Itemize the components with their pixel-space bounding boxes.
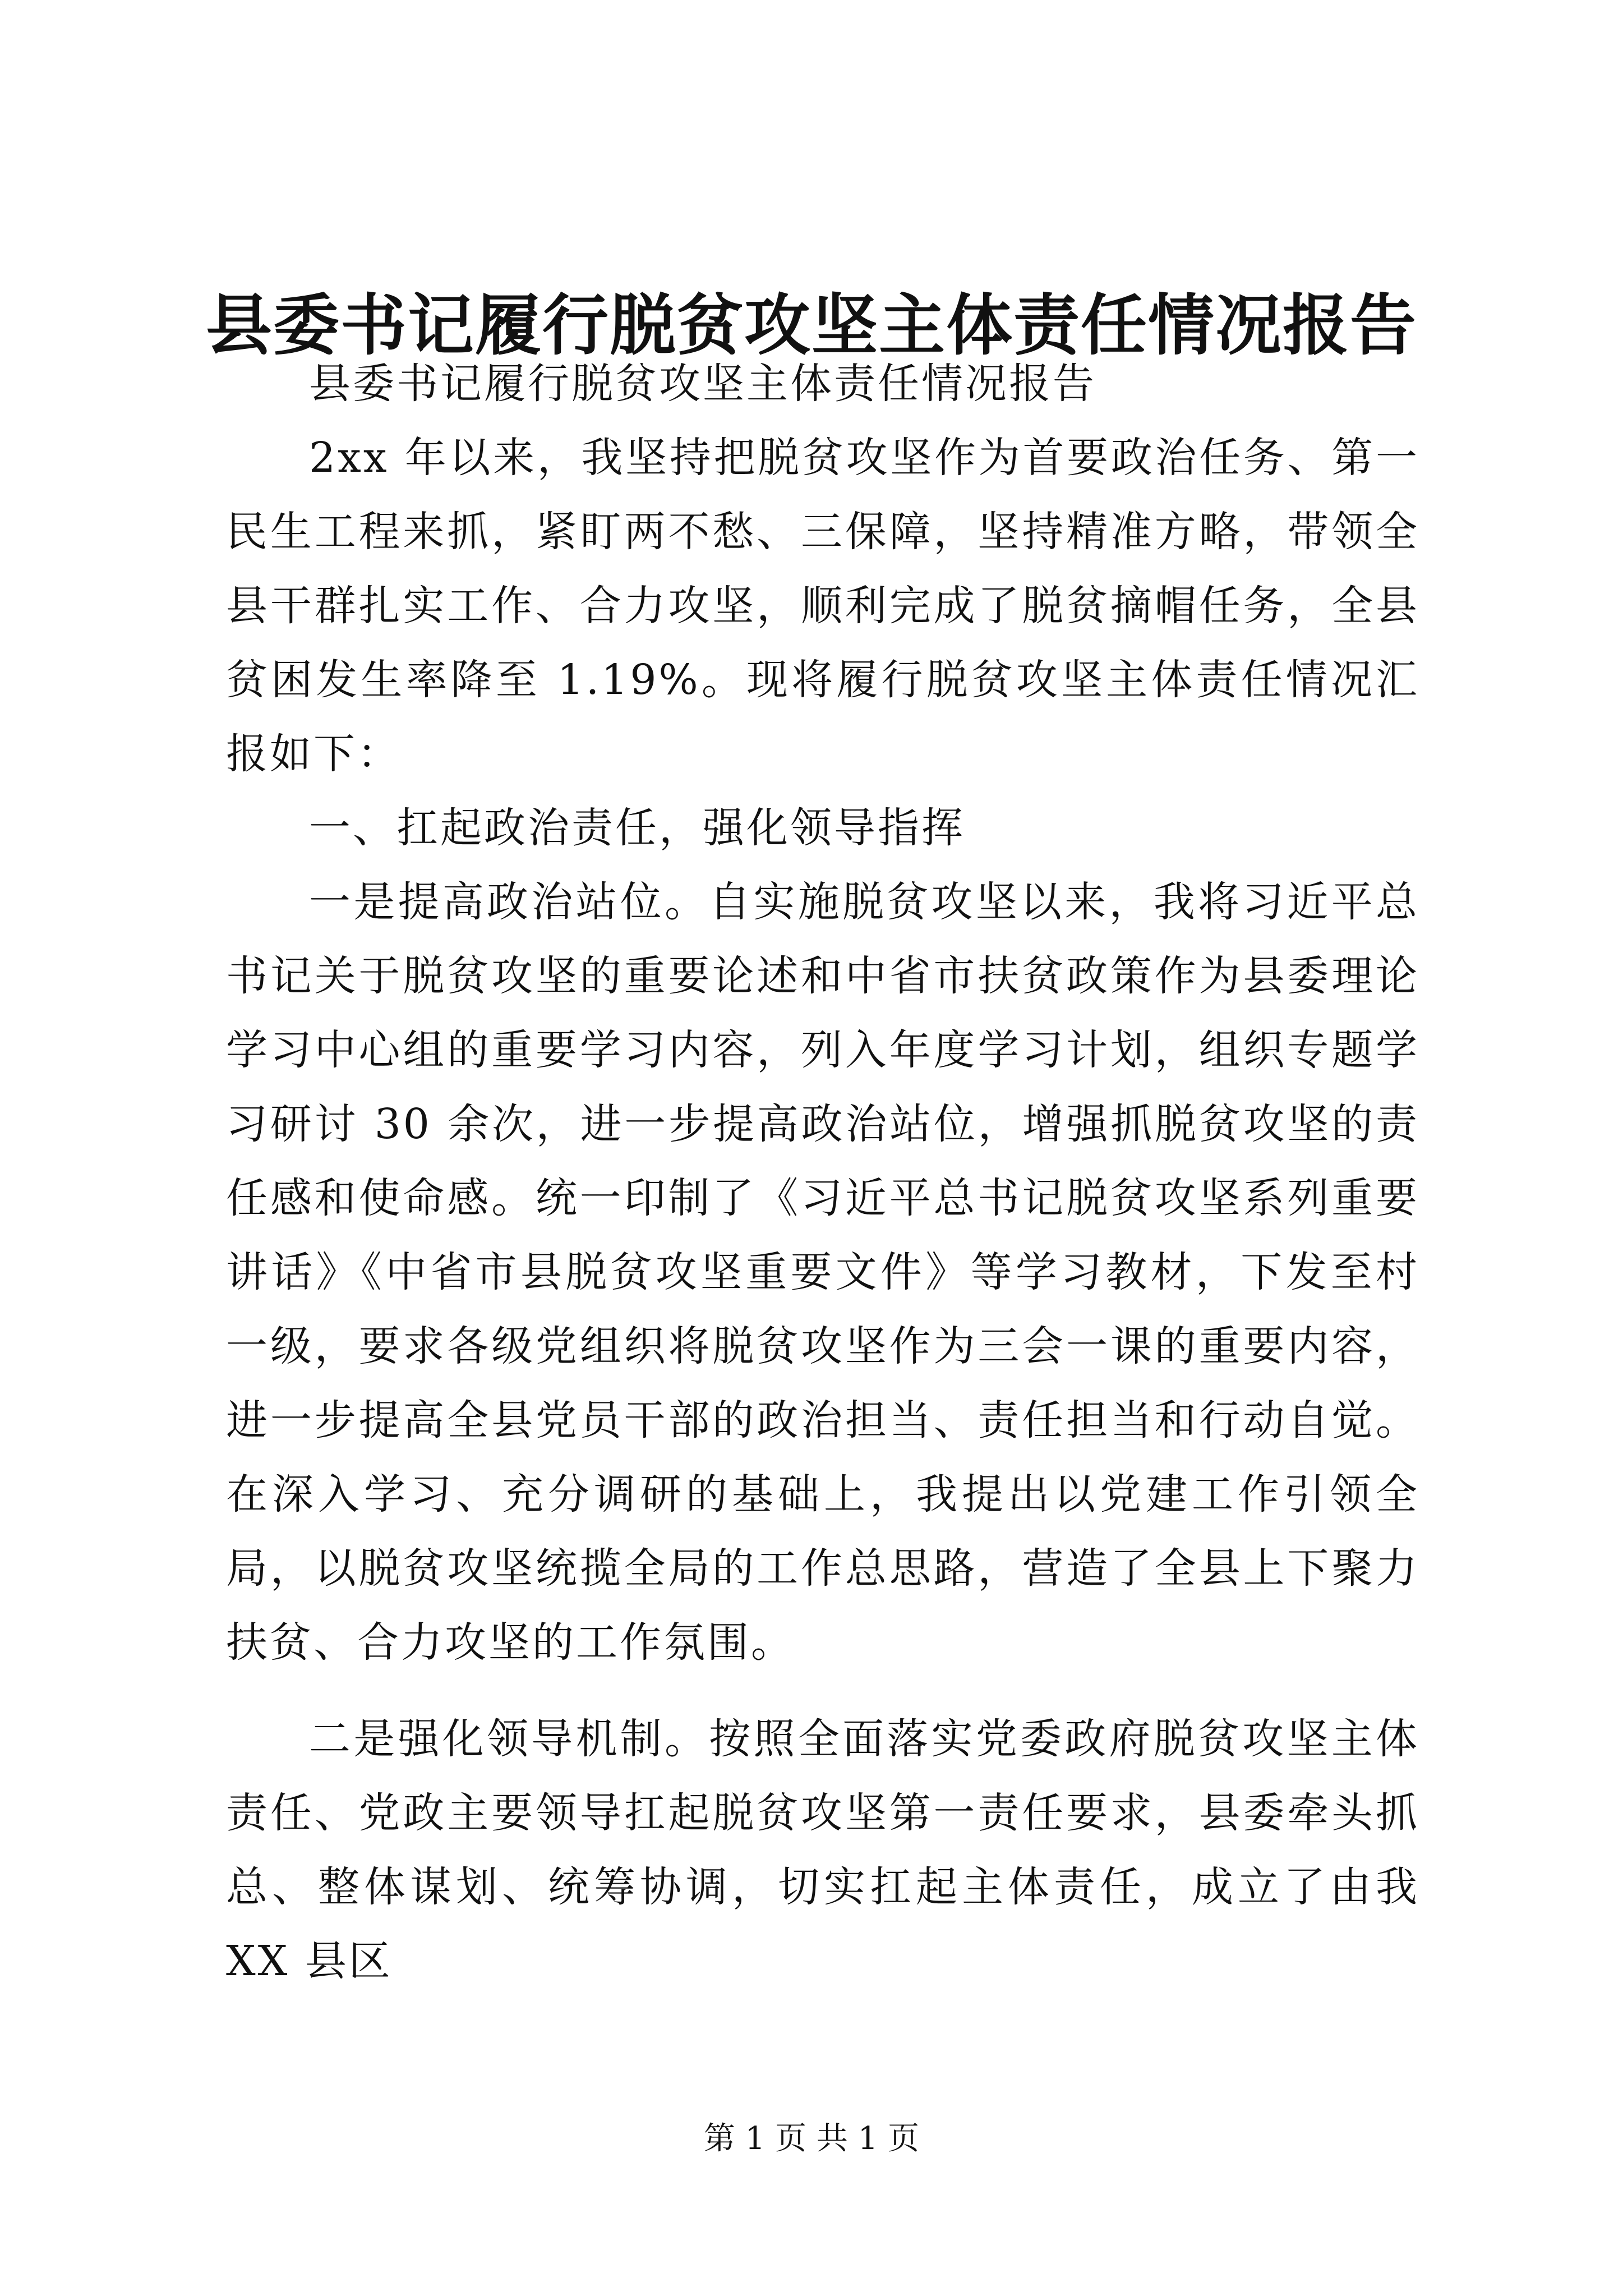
page-number-footer: 第 1 页 共 1 页	[703, 2120, 920, 2157]
paragraph-subtitle: 县委书记履行脱贫攻坚主体责任情况报告	[309, 360, 1096, 408]
section-heading-1: 一、扛起政治责任，强化领导指挥	[309, 804, 965, 852]
paragraph-political-position: 一是提高政治站位。自实施脱贫攻坚以来，我将习近平总书记关于脱贫攻坚的重要论述和中省市扶贫政策作为县委理论学习中心组的重要学习内容，列入年度学习计划，组织专题学习研讨 30 余次，进一步提高政治站位，增强抓脱贫攻坚的责任感和使命感。统一印制了《习近平总书记脱贫攻坚系列重要讲话》《中省市县脱贫攻坚重要文件》等学习教材，下发至村一级，要求各级党组织将脱贫攻坚作为三会一课的重要内容，进一步提高全县党员干部的政治担当、责任担当和行动自觉。在深入学习、充分调研的基础上，我提出以党建工作引领全局，以脱贫攻坚统揽全局的工作总思路，营造了全县上下聚力扶贫、合力攻坚的工作氛围。	[226, 878, 1419, 1667]
paragraph-intro: 2xx 年以来，我坚持把脱贫攻坚作为首要政治任务、第一民生工程来抓，紧盯两不愁、三保障，坚持精准方略，带领全县干群扎实工作、合力攻坚，顺利完成了脱贫摘帽任务，全县贫困发生率降至 1.19%。现将履行脱贫攻坚主体责任情况汇报如下：	[226, 434, 1419, 778]
document-title: 县委书记履行脱贫攻坚主体责任情况报告	[205, 286, 1417, 364]
paragraph-leadership-mechanism: 二是强化领导机制。按照全面落实党委政府脱贫攻坚主体责任、党政主要领导扛起脱贫攻坚第一责任要求，县委牵头抓总、整体谋划、统筹协调，切实扛起主体责任，成立了由我 XX 县区	[226, 1715, 1419, 1985]
document-body	[226, 347, 1419, 1998]
